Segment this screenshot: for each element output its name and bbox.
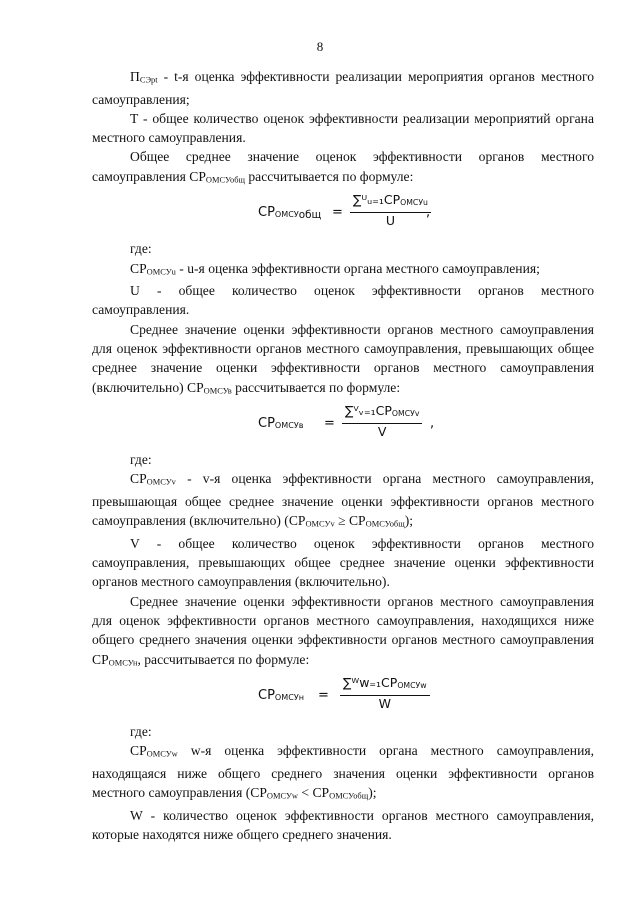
text-run: П — [130, 69, 140, 84]
formula-fraction — [342, 404, 422, 440]
paragraph-t-definition: T - общее количество оценок эффективности реализации мероприятий органа местного самоуправления. — [92, 110, 594, 146]
formula-comma: , — [426, 205, 431, 221]
fraction-numerator: ∑ᵁᵤ₌₁СРОМСУu — [350, 193, 431, 213]
text-run: - t-я оценка эффективности реализации мероприятия органов местного самоуправления; — [92, 69, 594, 107]
paragraph-U-definition: U - общее количество оценок эффективности органов местного самоуправления. — [92, 283, 594, 318]
formula-lhs: СРОМСУв — [258, 416, 304, 432]
fraction-numerator: ∑ⱽᵥ₌₁СРОМСУv — [342, 404, 422, 424]
paragraph-lower-mean-intro: Среднее значение оценки эффективности органов местного самоуправления для оценок эффективности органов местного самоуправления, находящихся ниже общего среднего значения оценки эффективности органов местного самоуправления СРОМСУн, рассчитывается по формуле: — [92, 593, 594, 667]
subscript: ОМСУобщ — [205, 173, 245, 184]
text-run: Общее среднее значение оценок эффективности органов местного самоуправления СР — [92, 149, 594, 184]
formula-lower-mean — [92, 676, 594, 722]
fraction-denominator: U — [385, 213, 396, 229]
equals-sign: = — [324, 416, 335, 432]
paragraph-u-score-definition: СРОМСУu - u-я оценка эффективности органа местного самоуправления; — [130, 260, 540, 276]
paragraph-W-definition: W - количество оценок эффективности органов местного самоуправления, которые находятся ниже общего среднего значения. — [92, 807, 594, 843]
text-run: рассчитывается по формуле: — [244, 168, 414, 184]
label-gde: где: — [130, 452, 152, 468]
formula-overall-mean — [92, 193, 594, 239]
page-number: 8 — [316, 39, 324, 54]
paragraph-overall-mean-intro — [92, 147, 594, 189]
paragraph-pt-definition — [92, 67, 594, 109]
fraction-numerator: ∑ᵂw₌₁СРОМСУw — [340, 676, 430, 696]
fraction-denominator: V — [377, 424, 387, 440]
label-gde: где: — [130, 724, 152, 740]
equals-sign: = — [318, 688, 329, 704]
formula-fraction — [350, 193, 431, 229]
paragraph-w-score-definition: СРОМСУw w-я оценка эффективности органа местного самоуправления, находящаяся ниже общего среднего значения оценки эффективности органов местного самоуправления (СРОМСУw < СРОМСУобщ); — [92, 743, 594, 801]
paragraph-upper-mean-intro: Среднее значение оценки эффективности органов местного самоуправления для оценок эффективности органов местного самоуправления, превышающих общее среднее значение оценки эффективности органов местного самоуправления (включительно) СРОМСУв рассчитывается по формуле: — [92, 321, 594, 395]
formula-upper-mean — [92, 404, 594, 450]
equals-sign: = — [332, 205, 343, 221]
paragraph-V-definition: V - общее количество оценок эффективности органов местного самоуправления, превышающих общее среднее значение оценки эффективности органов местного самоуправления (включительно). — [92, 535, 594, 590]
paragraph-v-score-definition: СРОМСУv - v-я оценка эффективности органа местного самоуправления, превышающая общее среднее значение оценки эффективности органов местного самоуправления (включительно) (СРОМСУv ≥ СРОМСУобщ); — [92, 471, 594, 529]
formula-comma: , — [430, 416, 435, 432]
formula-fraction — [340, 676, 430, 712]
formula-lhs: СРОМСУн — [258, 688, 304, 704]
subscript: СЭрt — [139, 74, 158, 85]
document-body — [92, 67, 594, 844]
label-gde: где: — [130, 241, 152, 257]
fraction-denominator: W — [378, 696, 391, 712]
formula-lhs: $СРОМСУ_{общ}$ — [258, 205, 322, 222]
